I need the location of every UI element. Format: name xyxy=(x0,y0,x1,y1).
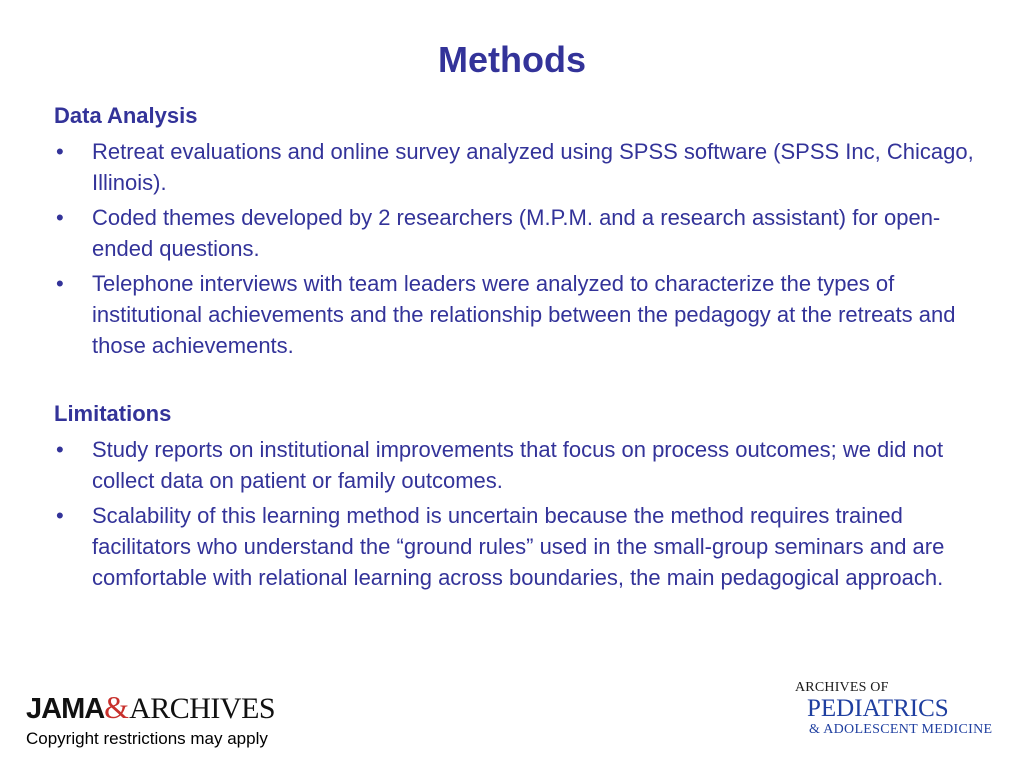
section-spacer xyxy=(54,361,984,398)
section-heading-data-analysis: Data Analysis xyxy=(54,103,198,128)
bullet-text: Retreat evaluations and online survey analyzed using SPSS software (SPSS Inc, Chicago, Illinois). xyxy=(92,139,974,195)
bullet-icon: • xyxy=(56,205,64,230)
bullet-item xyxy=(54,268,984,361)
jama-logo-ampersand: & xyxy=(104,689,130,725)
copyright-notice: Copyright restrictions may apply xyxy=(26,729,268,748)
journal-logo-line3: & ADOLESCENT MEDICINE xyxy=(809,722,993,737)
footer-left xyxy=(26,690,275,750)
bullet-item xyxy=(54,434,984,496)
bullet-icon: • xyxy=(56,437,64,462)
section-heading-limitations: Limitations xyxy=(54,401,172,426)
journal-logo-line2: PEDIATRICS xyxy=(807,695,949,722)
slide-title: Methods xyxy=(438,39,586,80)
bullet-item xyxy=(54,136,984,198)
bullet-text: Telephone interviews with team leaders were analyzed to characterize the types of institutional achievements and the relationship between the pedagogy at the retreats and those achievements. xyxy=(92,271,956,358)
bullet-icon: • xyxy=(56,139,64,164)
jama-logo-archives: ARCHIVES xyxy=(129,692,276,725)
jama-archives-logo xyxy=(26,690,275,726)
bullet-item xyxy=(54,500,984,593)
slide-content xyxy=(54,100,984,593)
bullet-text: Scalability of this learning method is uncertain because the method requires trained facilitators who understand the “ground rules” used in the small-group seminars and are comfortable with relational learning across boundaries, the main pedagogical approach. xyxy=(92,503,945,590)
bullet-icon: • xyxy=(56,503,64,528)
bullet-list-limitations xyxy=(54,434,984,593)
journal-logo xyxy=(795,680,992,738)
bullet-list-data-analysis xyxy=(54,136,984,361)
jama-logo-text: JAMA xyxy=(26,693,105,725)
bullet-item xyxy=(54,202,984,264)
bullet-text: Study reports on institutional improvements that focus on process outcomes; we did not collect data on patient or family outcomes. xyxy=(92,437,944,493)
section-data-analysis xyxy=(54,100,984,361)
bullet-icon: • xyxy=(56,271,64,296)
section-limitations xyxy=(54,398,984,593)
journal-logo-line1: ARCHIVES OF xyxy=(795,680,889,695)
bullet-text: Coded themes developed by 2 researchers (M.P.M. and a research assistant) for open-ended questions. xyxy=(92,205,941,261)
